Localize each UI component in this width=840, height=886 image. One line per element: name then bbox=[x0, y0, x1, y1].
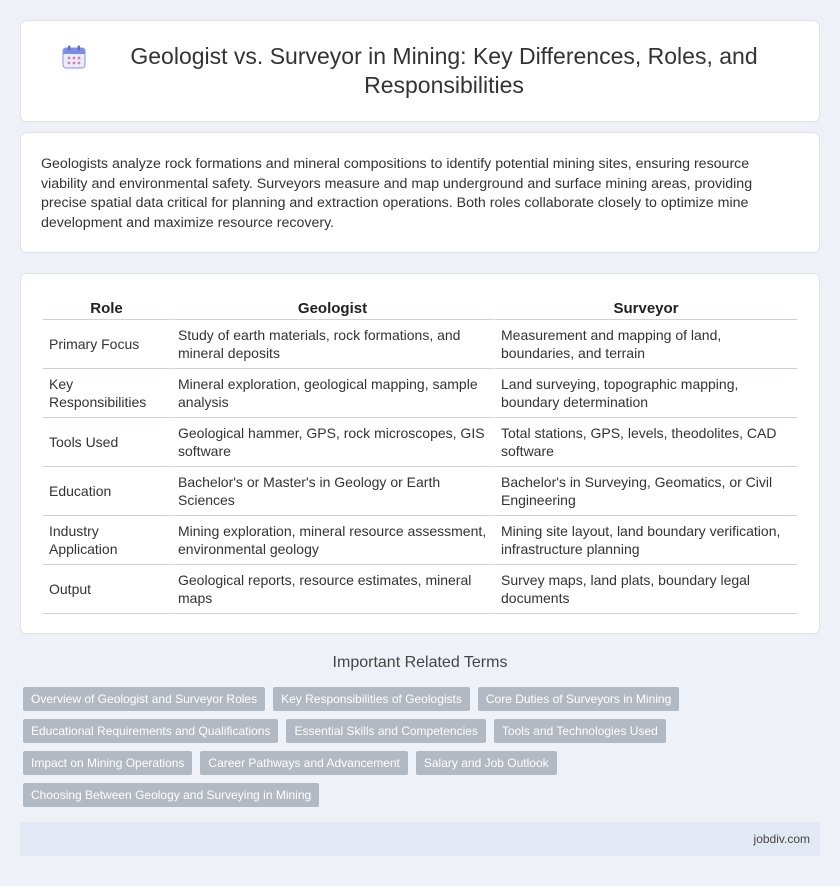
intro-card bbox=[20, 132, 820, 253]
row-role-cell: Key Responsibilities bbox=[43, 369, 170, 418]
row-geologist-cell: Study of earth materials, rock formations, and mineral deposits bbox=[170, 320, 493, 369]
table-row bbox=[43, 320, 797, 369]
table-row bbox=[43, 565, 797, 614]
related-term-tag[interactable]: Impact on Mining Operations bbox=[23, 751, 192, 775]
row-role-cell: Industry Application bbox=[43, 516, 170, 565]
tag-row bbox=[23, 687, 823, 711]
related-term-tag[interactable]: Tools and Technologies Used bbox=[494, 719, 666, 743]
table-row bbox=[43, 418, 797, 467]
calendar-icon bbox=[61, 44, 87, 70]
row-surveyor-cell: Mining site layout, land boundary verification, infrastructure planning bbox=[493, 516, 797, 565]
row-surveyor-cell: Measurement and mapping of land, boundaries, and terrain bbox=[493, 320, 797, 369]
row-geologist-cell: Bachelor's or Master's in Geology or Earth Sciences bbox=[170, 467, 493, 516]
header-role: Role bbox=[43, 294, 170, 320]
related-term-tag[interactable]: Educational Requirements and Qualifications bbox=[23, 719, 278, 743]
row-surveyor-cell: Survey maps, land plats, boundary legal documents bbox=[493, 565, 797, 614]
row-geologist-cell: Geological hammer, GPS, rock microscopes, GIS software bbox=[170, 418, 493, 467]
comparison-table-card bbox=[20, 273, 820, 634]
header-card bbox=[20, 20, 820, 122]
related-term-tag[interactable]: Essential Skills and Competencies bbox=[286, 719, 485, 743]
page-title: Geologist vs. Surveyor in Mining: Key Differences, Roles, and Responsibilities bbox=[130, 43, 758, 98]
related-terms-tags bbox=[23, 687, 823, 815]
related-term-tag[interactable]: Salary and Job Outlook bbox=[416, 751, 557, 775]
related-term-tag[interactable]: Overview of Geologist and Surveyor Roles bbox=[23, 687, 265, 711]
related-term-tag[interactable]: Career Pathways and Advancement bbox=[200, 751, 407, 775]
tag-row bbox=[23, 751, 823, 775]
row-role-cell: Education bbox=[43, 467, 170, 516]
related-terms-heading: Important Related Terms bbox=[332, 654, 508, 671]
row-surveyor-cell: Bachelor's in Surveying, Geomatics, or Civil Engineering bbox=[493, 467, 797, 516]
header-surveyor: Surveyor bbox=[493, 294, 797, 320]
table-header-row bbox=[43, 294, 797, 320]
row-role-cell: Primary Focus bbox=[43, 320, 170, 369]
tag-row bbox=[23, 719, 823, 743]
table-row bbox=[43, 467, 797, 516]
intro-paragraph: Geologists analyze rock formations and mineral compositions to identify potential mining sites, ensuring resource viability and environmental safety. Surveyors measure and map underground and surface mining areas, providing precise spatial data critical for planning and extraction operations. Both roles collaborate closely to optimize mine development and maximize resource recovery. bbox=[41, 156, 753, 231]
table-row bbox=[43, 516, 797, 565]
row-role-cell: Output bbox=[43, 565, 170, 614]
table-row bbox=[43, 369, 797, 418]
row-surveyor-cell: Total stations, GPS, levels, theodolites, CAD software bbox=[493, 418, 797, 467]
header-geologist: Geologist bbox=[170, 294, 493, 320]
row-geologist-cell: Mining exploration, mineral resource assessment, environmental geology bbox=[170, 516, 493, 565]
footer-site-link[interactable]: jobdiv.com bbox=[753, 832, 810, 846]
row-geologist-cell: Geological reports, resource estimates, mineral maps bbox=[170, 565, 493, 614]
footer bbox=[20, 822, 820, 856]
related-term-tag[interactable]: Core Duties of Surveyors in Mining bbox=[478, 687, 679, 711]
related-term-tag[interactable]: Choosing Between Geology and Surveying in Mining bbox=[23, 783, 319, 807]
related-term-tag[interactable]: Key Responsibilities of Geologists bbox=[273, 687, 470, 711]
row-geologist-cell: Mineral exploration, geological mapping, sample analysis bbox=[170, 369, 493, 418]
row-surveyor-cell: Land surveying, topographic mapping, boundary determination bbox=[493, 369, 797, 418]
row-role-cell: Tools Used bbox=[43, 418, 170, 467]
comparison-table bbox=[43, 294, 797, 614]
tag-row bbox=[23, 783, 823, 807]
